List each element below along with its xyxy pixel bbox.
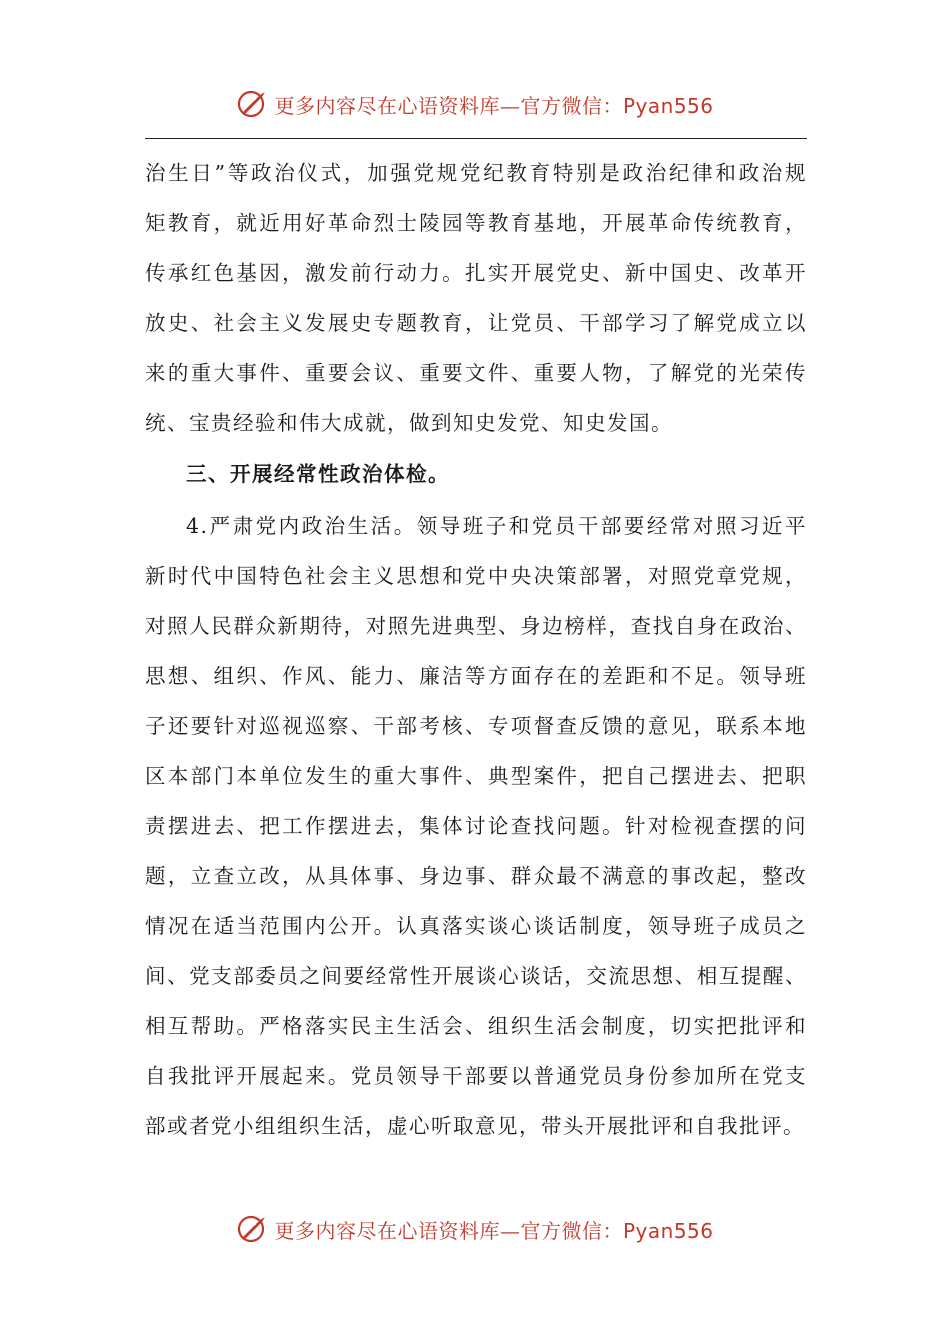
text-line: 思想、组织、作风、能力、廉洁等方面存在的差距和不足。领导班 [145, 664, 807, 688]
text-line: 治生日”等政治仪式，加强党规党纪教育特别是政治纪律和政治规 [145, 161, 807, 185]
text-line: 来的重大事件、重要会议、重要文件、重要人物，了解党的光荣传 [145, 361, 807, 385]
header-banner-text: 更多内容尽在心语资料库—官方微信：Pyan556 [274, 93, 714, 118]
text-line: 新时代中国特色社会主义思想和党中央决策部署，对照党章党规， [145, 564, 807, 588]
text-line: 矩教育，就近用好革命烈士陵园等教育基地，开展革命传统教育， [145, 211, 807, 235]
text-line: 自我批评开展起来。党员领导干部要以普通党员身份参加所在党支 [145, 1064, 807, 1088]
text-line: 对照人民群众新期待，对照先进典型、身边榜样，查找自身在政治、 [145, 614, 807, 638]
text-line: 情况在适当范围内公开。认真落实谈心谈话制度，领导班子成员之 [145, 914, 807, 938]
text-line: 责摆进去、把工作摆进去，集体讨论查找问题。针对检视查摆的问 [145, 814, 807, 838]
footer-banner [0, 1209, 950, 1249]
text-line: 统、宝贵经验和伟大成就，做到知史发党、知史发国。 [145, 411, 673, 435]
text-line: 区本部门本单位发生的重大事件、典型案件，把自己摆进去、把职 [145, 764, 807, 788]
paragraph-2 [145, 501, 807, 1151]
text-line: 题，立查立改，从具体事、身边事、群众最不满意的事改起，整改 [145, 864, 807, 888]
header-banner [0, 84, 950, 124]
text-line: 传承红色基因，激发前行动力。扎实开展党史、新中国史、改革开 [145, 261, 807, 285]
text-line: 放史、社会主义发展史专题教育，让党员、干部学习了解党成立以 [145, 311, 807, 335]
footer-banner-text: 更多内容尽在心语资料库—官方微信：Pyan556 [274, 1218, 714, 1243]
section-heading: 三、开展经常性政治体检。 [186, 462, 450, 486]
paragraph-1 [145, 148, 807, 448]
text-line: 部或者党小组组织生活，虚心听取意见，带头开展批评和自我批评。 [145, 1114, 805, 1138]
header-divider [145, 138, 807, 139]
pen-nib-logo-icon [236, 87, 270, 121]
pen-nib-logo-icon [236, 1212, 270, 1246]
text-line: 子还要针对巡视巡察、干部考核、专项督查反馈的意见，联系本地 [145, 714, 807, 738]
text-line: 相互帮助。严格落实民主生活会、组织生活会制度，切实把批评和 [145, 1014, 807, 1038]
text-line: 间、党支部委员之间要经常性开展谈心谈话，交流思想、相互提醒、 [145, 964, 807, 988]
document-body [145, 148, 807, 1151]
text-line: 4.严肃党内政治生活。领导班子和党员干部要经常对照习近平 [186, 514, 807, 538]
